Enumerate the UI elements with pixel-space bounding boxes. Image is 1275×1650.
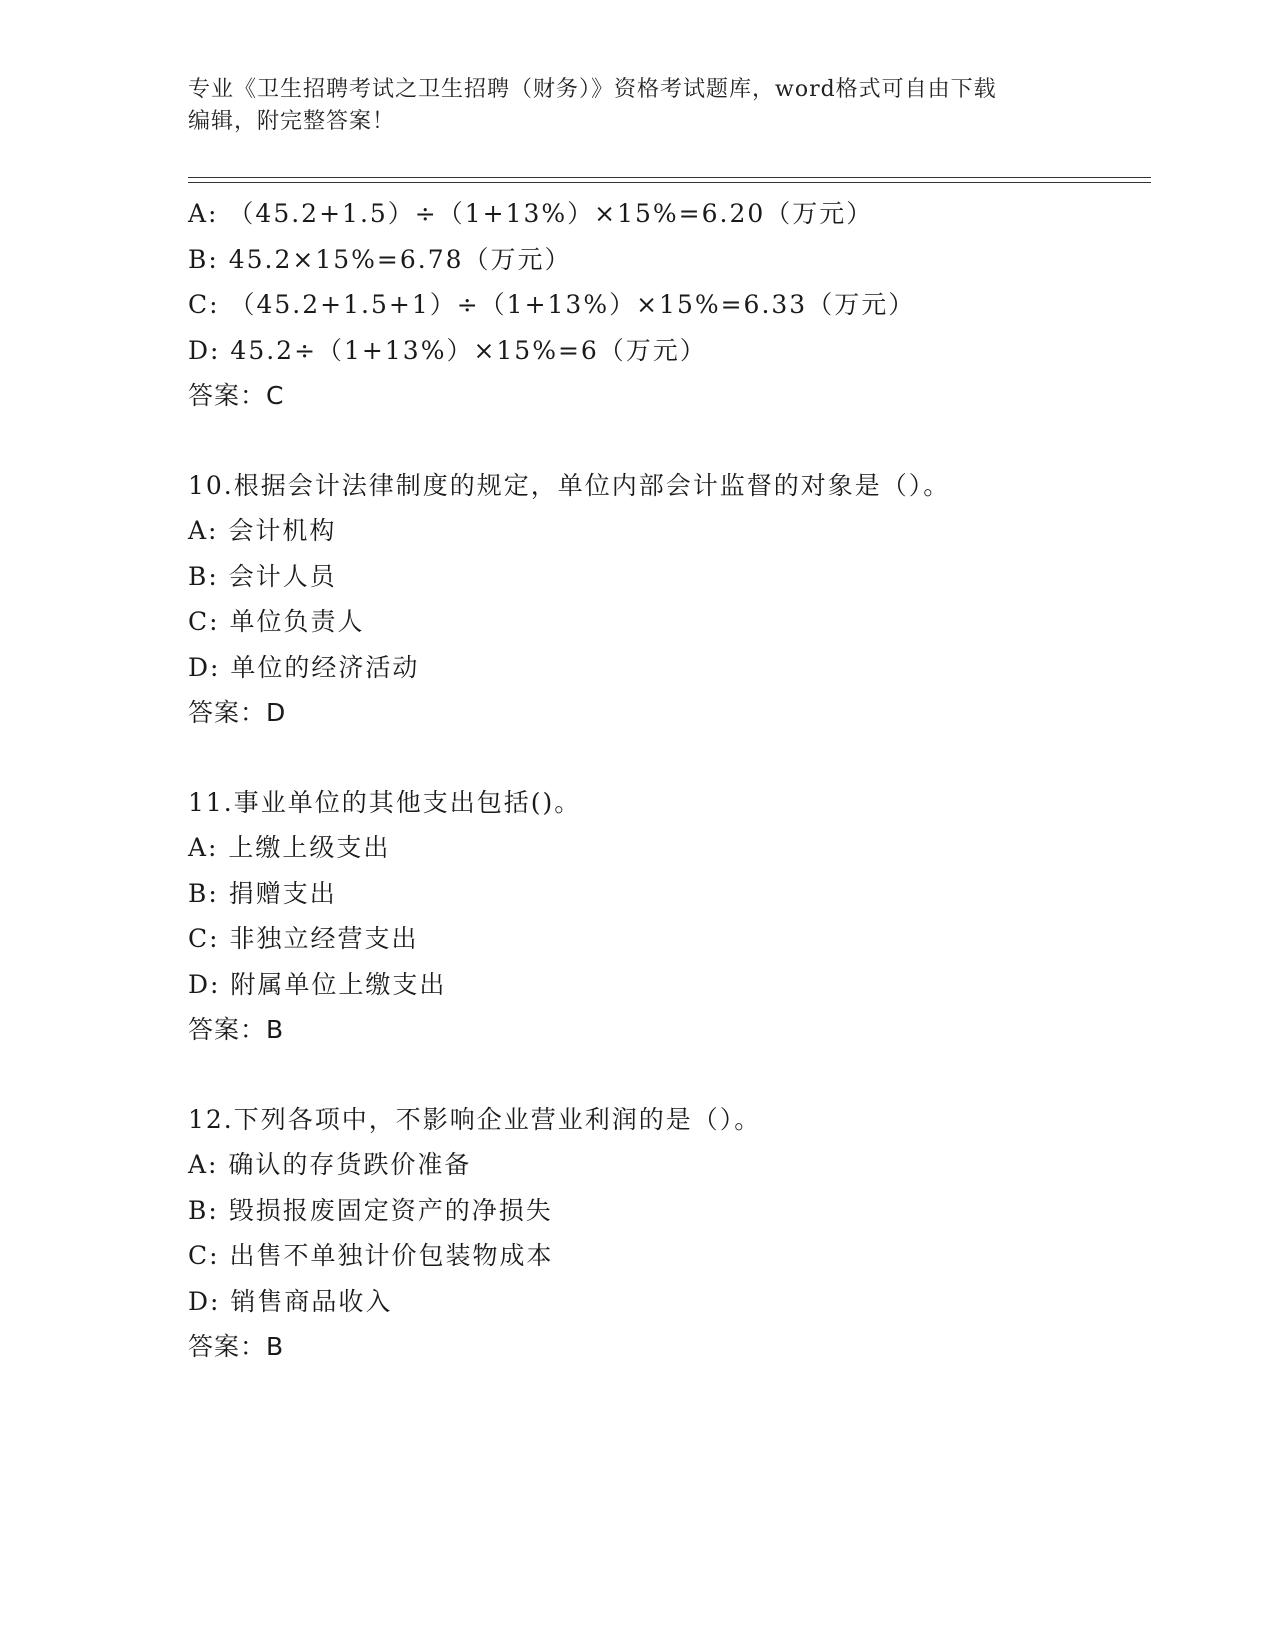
header-divider-bottom [188,182,1151,183]
option-a: A: 会计机构 [188,516,337,545]
question-9 [188,191,1148,419]
question-list [188,191,1148,1370]
option-b: B: 会计人员 [188,561,337,591]
option-a: A: 确认的存货跌价准备 [188,1150,472,1179]
answer: 答案：D [188,698,287,727]
question-11 [188,780,1148,1053]
option-d: D: 销售商品收入 [188,1286,393,1316]
question-stem: 12.下列各项中，不影响企业营业利润的是（）。 [188,1104,762,1134]
spacer [188,419,1148,463]
option-b: B: 捐赠支出 [188,878,337,908]
option-d: D: 附属单位上缴支出 [188,969,447,999]
option-b: B: 45.2×15%=6.78（万元） [188,244,572,274]
answer: 答案：C [188,381,285,410]
option-d: D: 单位的经济活动 [188,652,420,682]
option-d: D: 45.2÷（1+13%）×15%=6（万元） [188,335,707,365]
option-c: C: 非独立经营支出 [188,924,419,953]
page-header [188,74,1088,138]
question-12 [188,1097,1148,1370]
answer: 答案：B [188,1015,285,1044]
answer: 答案：B [188,1332,285,1361]
question-stem: 11.事业单位的其他支出包括()。 [188,787,582,817]
spacer [188,1053,1148,1097]
option-a: A: （45.2+1.5）÷（1+13%）×15%=6.20（万元） [188,199,874,228]
option-c: C: （45.2+1.5+1）÷（1+13%）×15%=6.33（万元） [188,290,916,319]
spacer [188,736,1148,780]
question-10 [188,463,1148,736]
option-b: B: 毁损报废固定资产的净损失 [188,1195,553,1225]
header-title-line-2: 编辑，附完整答案！ [188,109,396,134]
option-c: C: 出售不单独计价包装物成本 [188,1241,554,1270]
header-divider-top [188,177,1151,178]
question-stem: 10.根据会计法律制度的规定，单位内部会计监督的对象是（）。 [188,470,951,500]
header-title-line-1: 专业《卫生招聘考试之卫生招聘（财务）》资格考试题库，word格式可自由下载 [188,77,997,102]
option-c: C: 单位负责人 [188,607,365,636]
option-a: A: 上缴上级支出 [188,833,391,862]
